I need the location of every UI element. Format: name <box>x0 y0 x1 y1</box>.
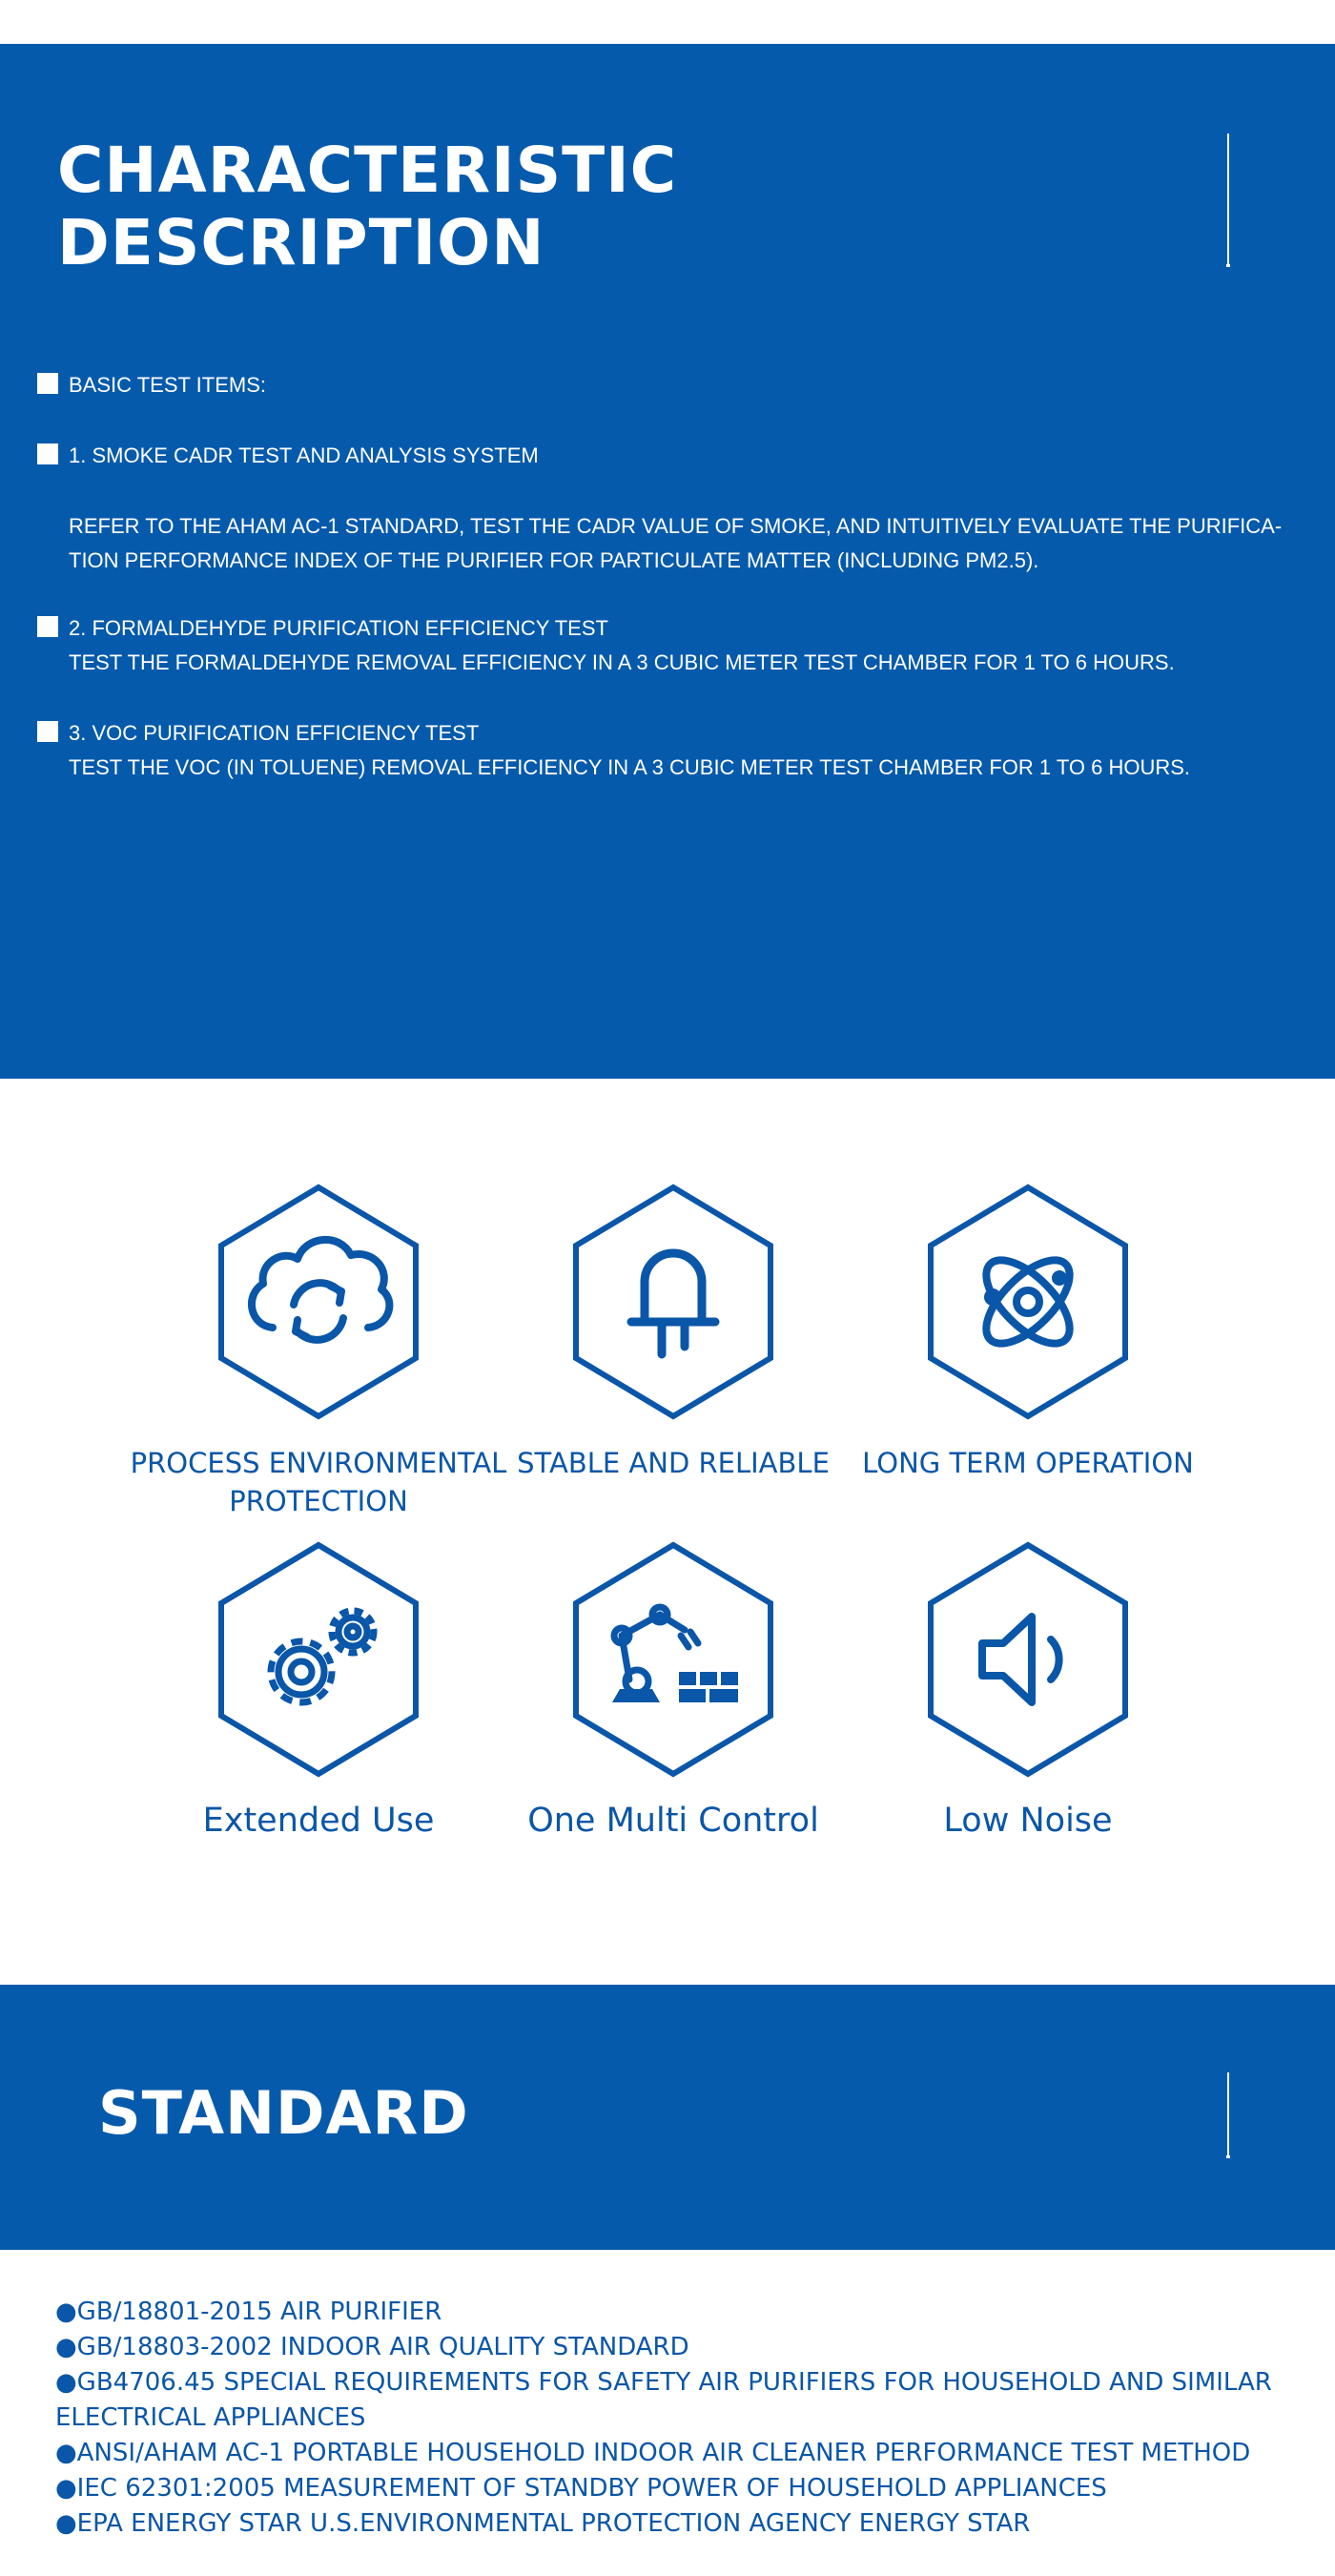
standard-item: ●GB/18803-2002 INDOOR AIR QUALITY STANDARD <box>55 2333 689 2361</box>
standard-item: ●IEC 62301:2005 MEASUREMENT OF STANDBY POWER OF HOUSEHOLD APPLIANCES <box>55 2474 1107 2503</box>
test-item-heading: 1. SMOKE CADR TEST AND ANALYSIS SYSTEM <box>69 443 539 467</box>
feature-process-environmental-protection <box>128 1183 509 1520</box>
bullet-square <box>37 373 58 394</box>
standard-section <box>0 1985 1335 2250</box>
decorative-divider-line <box>1227 2072 1229 2156</box>
feature-long-term-operation <box>837 1183 1219 1482</box>
feature-label: LONG TERM OPERATION <box>862 1447 1194 1479</box>
feature-label: One Multi Control <box>527 1802 819 1840</box>
decorative-divider-line <box>1227 134 1229 265</box>
test-item-description: TEST THE VOC (IN TOLUENE) REMOVAL EFFICIENCY IN A 3 CUBIC METER TEST CHAMBER FOR 1 TO 6 HOURS. <box>69 755 1191 779</box>
test-item-description: TEST THE FORMALDEHYDE REMOVAL EFFICIENCY IN A 3 CUBIC METER TEST CHAMBER FOR 1 TO 6 HOURS. <box>69 650 1175 674</box>
cloud-sync-icon <box>214 1183 423 1421</box>
speaker-icon <box>923 1540 1133 1779</box>
light-bulb-icon <box>568 1183 778 1421</box>
standard-item: ●EPA ENERGY STAR U.S.ENVIRONMENTAL PROTECTION AGENCY ENERGY STAR <box>55 2509 1031 2538</box>
atom-icon <box>923 1183 1133 1421</box>
robot-arm-icon <box>568 1540 778 1779</box>
test-item-description: TION PERFORMANCE INDEX OF THE PURIFIER FOR PARTICULATE MATTER (INCLUDING PM2.5). <box>69 548 1039 572</box>
feature-extended-use <box>128 1540 509 1840</box>
feature-label: Extended Use <box>202 1802 435 1840</box>
characteristic-title: CHARACTERISTIC DESCRIPTION <box>57 134 678 279</box>
bullet-square <box>37 616 58 637</box>
standard-title: STANDARD <box>98 2078 469 2148</box>
standards-list <box>55 2295 1314 2542</box>
standard-item: ●GB4706.45 SPECIAL REQUIREMENTS FOR SAFETY AIR PURIFIERS FOR HOUSEHOLD AND SIMILAR ELECTRICAL APPLIANCES <box>55 2368 1272 2432</box>
feature-low-noise <box>837 1540 1219 1840</box>
feature-label: STABLE AND RELIABLE <box>517 1447 830 1479</box>
standard-item: ●GB/18801-2015 AIR PURIFIER <box>55 2298 442 2326</box>
test-item-heading: 2. FORMALDEHYDE PURIFICATION EFFICIENCY TEST <box>69 616 608 640</box>
bullet-square <box>37 443 58 464</box>
feature-stable-and-reliable <box>483 1183 864 1482</box>
bullet-square <box>37 721 58 742</box>
test-item-description: REFER TO THE AHAM AC-1 STANDARD, TEST THE CADR VALUE OF SMOKE, AND INTUITIVELY EVALUATE THE PURIFICA- <box>69 514 1283 538</box>
feature-label: PROCESS ENVIRONMENTAL PROTECTION <box>130 1447 507 1517</box>
test-item-heading: 3. VOC PURIFICATION EFFICIENCY TEST <box>69 721 480 745</box>
basic-test-items-heading: BASIC TEST ITEMS: <box>69 373 267 397</box>
feature-one-multi-control <box>483 1540 864 1840</box>
gears-icon <box>214 1540 423 1779</box>
feature-label: Low Noise <box>943 1802 1113 1840</box>
characteristic-section <box>0 44 1335 1079</box>
standard-item: ●ANSI/AHAM AC-1 PORTABLE HOUSEHOLD INDOOR AIR CLEANER PERFORMANCE TEST METHOD <box>55 2439 1251 2467</box>
